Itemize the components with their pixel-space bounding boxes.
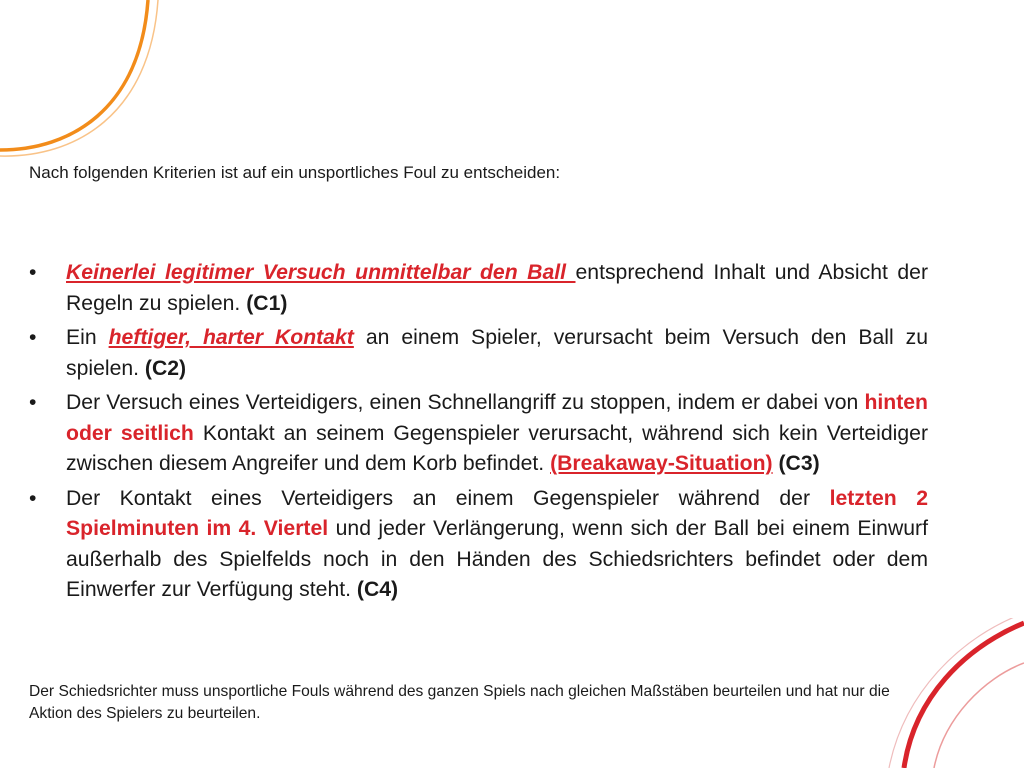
- orange-arc-decoration: [0, 0, 180, 180]
- intro-text: Nach folgenden Kriterien ist auf ein unsportliches Foul zu entscheiden:: [29, 163, 561, 182]
- criterion-ref: (C2): [144, 356, 187, 380]
- criterion-pre: Der Versuch eines Verteidigers, einen Schnellangriff zu stoppen, indem er dabei von: [66, 391, 865, 414]
- bullet: •: [29, 391, 37, 414]
- list-item-c3: [29, 388, 928, 480]
- highlight-phrase: letzten 2 Spielminuten im 4. Viertel: [66, 486, 928, 540]
- criterion-pre: Ein: [66, 326, 109, 349]
- criterion-ref: (C4): [356, 578, 399, 601]
- highlight-phrase: heftiger, harter Kontakt: [108, 326, 354, 349]
- list-item-c2: [29, 323, 928, 384]
- criterion-text: Kontakt an seinem Gegenspieler verursacht, während sich kein Verteidiger zwischen diesem Angreifer und dem Korb befindet.: [66, 421, 929, 475]
- bullet: •: [29, 486, 37, 510]
- criterion-ref: (C3): [772, 452, 820, 475]
- criteria-list: [29, 258, 928, 610]
- bullet: •: [29, 326, 37, 349]
- list-item-c4: [29, 484, 928, 606]
- highlight-phrase: hinten oder seitlich: [66, 391, 928, 445]
- criterion-pre: Der Kontakt eines Verteidigers an einem Gegenspieler während der: [66, 486, 830, 510]
- highlight-phrase: Keinerlei legitimer Versuch unmittelbar den Ball: [66, 261, 576, 284]
- criterion-text: und jeder Verlängerung, wenn sich der Ball bei einem Einwurf außerhalb des Spielfelds noch in den Händen des Schiedsrichters befindet oder dem Einwerfer zur Verfügung steht.: [66, 517, 928, 601]
- list-item-c1: [29, 258, 928, 319]
- footer-text: Der Schiedsrichter muss unsportliche Fouls während des ganzen Spiels nach gleichen Maßstäben beurteilen und hat nur die Aktion des Spielers zu beurteilen.: [29, 683, 890, 722]
- bullet: •: [29, 261, 37, 284]
- criterion-text: entsprechend Inhalt und Absicht der Regeln zu spielen.: [66, 261, 928, 315]
- highlight-phrase-secondary: (Breakaway-Situation): [550, 452, 773, 475]
- criterion-ref: (C1): [246, 291, 288, 315]
- criterion-text: an einem Spieler, verursacht beim Versuch den Ball zu spielen.: [66, 326, 928, 380]
